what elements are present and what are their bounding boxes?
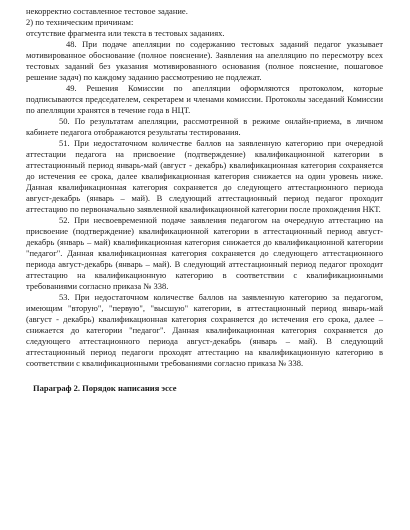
paragraph-51: 51. При недостаточном количестве баллов на заявленную категорию при очередной аттестации педагога на присвоение (подтверждение) квалификационной категории в аттестационный период январь-май (август - декабрь) квалификационная категория сохраняется до истечения ее срока, далее квалификационная категория снижается на один уровень ниже. Данная квалификационная категория сохраняется до следующего аттестационного периода август-декабрь (январь – май). В следующий аттестационный период педагог проходит аттестацию по первоначально заявленной квалификационной категории после прохождения НКТ.	[26, 138, 383, 214]
section-heading: Параграф 2. Порядок написания эссе	[33, 383, 177, 393]
paragraph-53: 53. При недостаточном количестве баллов на заявленную категорию за педагогом, имеющим "вторую", "первую", "высшую" категории, в аттестационный период январь-май (август - декабрь) квалификационная категория сохраняется до истечения его срока, далее – снижается до категории "педагог". Данная квалификационная категория сохраняется до следующего аттестационного периода август-декабрь (январь – май). В следующий аттестационный период педагоги проходят аттестацию на квалификационную категорию в соответствии с квалификационными требованиями согласно приказа № 338.	[26, 292, 383, 368]
paragraph-49: 49. Решения Комиссии по апелляции оформляются протоколом, которые подписываются председателем, секретарем и членами комиссии. Протоколы заседаний Комиссии по апелляции хранятся в течение года в НЦТ.	[26, 83, 383, 115]
text-line: некорректно составленное тестовое задание.	[26, 6, 188, 16]
paragraph-52: 52. При несвоевременной подаче заявления педагогом на очередную аттестацию на присвоение (подтверждение) квалификационной категории в аттестационный период август-декабрь (январь – май) квалификационная категория снижается до квалификационной категории "педагог". Данная квалификационная категория сохраняется до следующего аттестационного периода август-декабрь (январь – май). В следующий аттестационный период педагог проходит аттестацию на квалификационную категорию в соответствии с квалификационными требованиями согласно приказа № 338.	[26, 215, 383, 291]
text-line: 2) по техническим причинам:	[26, 17, 134, 27]
paragraph-50: 50. По результатам апелляции, рассмотренной в режиме онлайн-приема, в личном кабинете педагога отображаются результаты тестирования.	[26, 116, 383, 137]
text-line: отсутствие фрагмента или текста в тестовых заданиях.	[26, 28, 225, 38]
paragraph-48: 48. При подаче апелляции по содержанию тестовых заданий педагог указывает мотивированное обоснование (полное пояснение). Заявления на апелляцию по пересмотру всех тестовых заданий без указания мотивированного основания (полное пояснение, пошаговое решение задач) по каждому заданию рассмотрению не подлежат.	[26, 39, 383, 82]
